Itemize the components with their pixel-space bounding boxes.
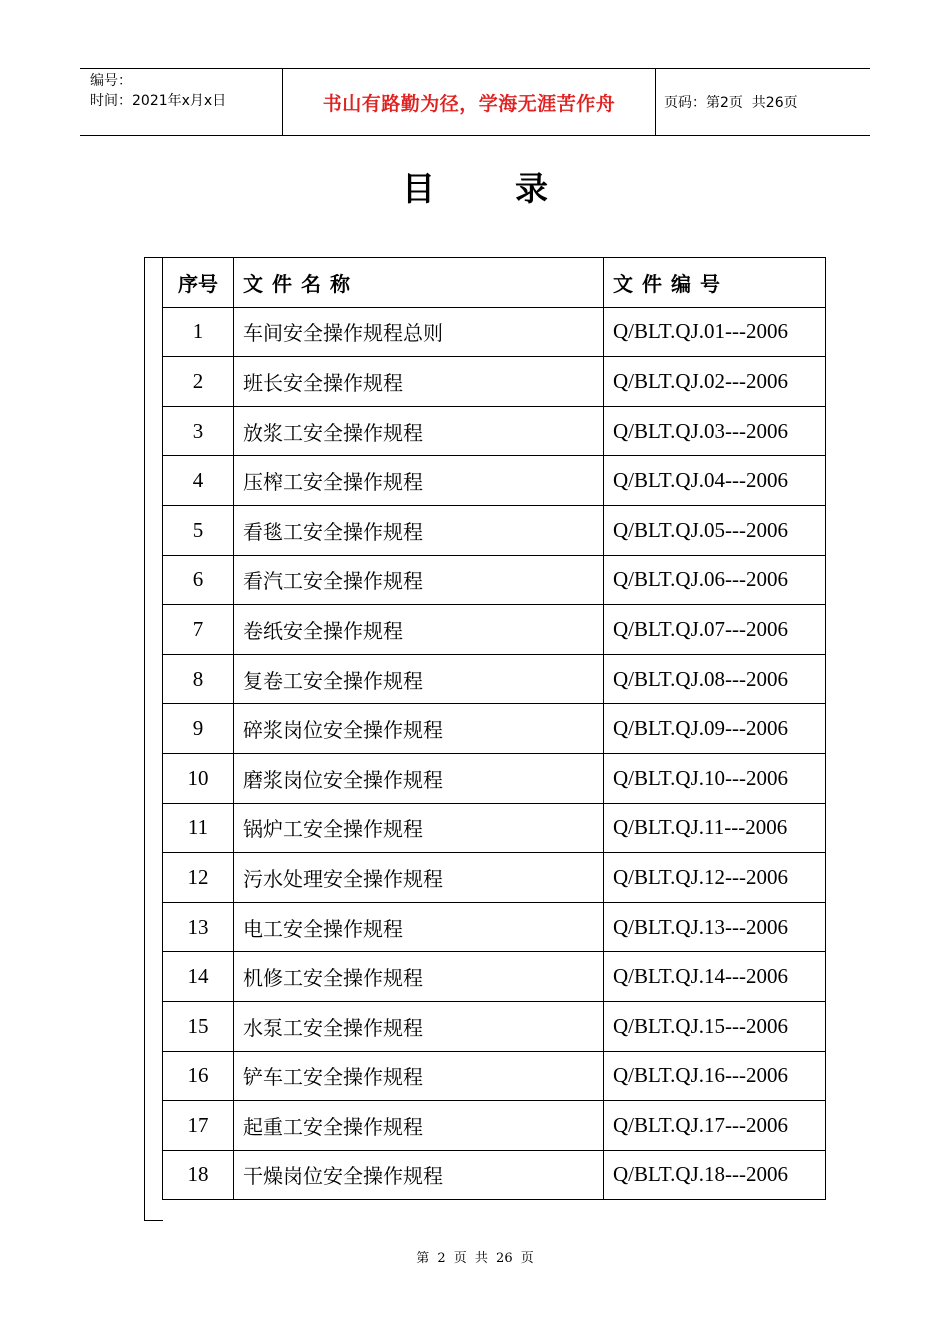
row-seq: 14 [163,952,234,1002]
table-row [163,357,826,407]
row-document-name: 机修工安全操作规程 [234,952,604,1002]
table-row [163,1150,826,1200]
column-header-name: 文件名称 [234,258,604,308]
row-seq: 8 [163,654,234,704]
row-document-code: Q/BLT.QJ.12---2006 [604,853,826,903]
table-row [163,456,826,506]
row-document-name: 锅炉工安全操作规程 [234,803,604,853]
row-document-code: Q/BLT.QJ.14---2006 [604,952,826,1002]
row-document-code: Q/BLT.QJ.05---2006 [604,505,826,555]
row-document-name: 起重工安全操作规程 [234,1101,604,1151]
table-row [163,605,826,655]
toc-table-frame [144,257,825,1221]
row-seq: 13 [163,902,234,952]
row-document-name: 放浆工安全操作规程 [234,406,604,456]
page-title [0,163,950,210]
row-document-code: Q/BLT.QJ.02---2006 [604,357,826,407]
row-document-code: Q/BLT.QJ.08---2006 [604,654,826,704]
row-document-name: 压榨工安全操作规程 [234,456,604,506]
row-document-code: Q/BLT.QJ.03---2006 [604,406,826,456]
row-seq: 3 [163,406,234,456]
row-document-code: Q/BLT.QJ.10---2006 [604,753,826,803]
table-row [163,555,826,605]
header-page-info: 页码：第2页 共26页 [664,95,798,111]
table-row [163,853,826,903]
row-seq: 7 [163,605,234,655]
row-seq: 10 [163,753,234,803]
row-document-name: 班长安全操作规程 [234,357,604,407]
table-row [163,952,826,1002]
table-frame-line [144,257,163,258]
page-footer: 第 2 页 共 26 页 [416,1251,534,1266]
table-row [163,406,826,456]
table-row [163,1001,826,1051]
row-document-code: Q/BLT.QJ.07---2006 [604,605,826,655]
table-frame-line [144,257,145,1221]
row-seq: 9 [163,704,234,754]
row-document-code: Q/BLT.QJ.01---2006 [604,307,826,357]
column-header-code: 文件编号 [604,258,826,308]
table-row [163,753,826,803]
row-seq: 16 [163,1051,234,1101]
title-char: 目 [402,169,435,208]
table-row [163,1051,826,1101]
row-document-code: Q/BLT.QJ.04---2006 [604,456,826,506]
row-seq: 18 [163,1150,234,1200]
row-seq: 5 [163,505,234,555]
row-document-name: 磨浆岗位安全操作规程 [234,753,604,803]
toc-table [162,257,826,1200]
row-document-name: 干燥岗位安全操作规程 [234,1150,604,1200]
header-meta [90,71,226,111]
title-char: 录 [515,169,548,208]
row-document-code: Q/BLT.QJ.17---2006 [604,1101,826,1151]
table-row [163,803,826,853]
row-seq: 2 [163,357,234,407]
row-document-code: Q/BLT.QJ.13---2006 [604,902,826,952]
row-seq: 11 [163,803,234,853]
document-number-label: 编号： [90,73,132,89]
table-frame-line [144,1220,163,1221]
document-time-label: 时间：2021年x月x日 [90,93,227,109]
document-header [80,68,870,136]
row-seq: 17 [163,1101,234,1151]
header-divider [655,69,656,135]
table-row [163,654,826,704]
table-header-row [163,258,826,308]
row-document-name: 复卷工安全操作规程 [234,654,604,704]
table-row [163,902,826,952]
row-document-name: 看汽工安全操作规程 [234,555,604,605]
row-document-name: 铲车工安全操作规程 [234,1051,604,1101]
row-document-name: 看毯工安全操作规程 [234,505,604,555]
row-document-name: 车间安全操作规程总则 [234,307,604,357]
row-document-name: 卷纸安全操作规程 [234,605,604,655]
row-document-name: 水泵工安全操作规程 [234,1001,604,1051]
row-document-code: Q/BLT.QJ.06---2006 [604,555,826,605]
table-row [163,505,826,555]
table-row [163,1101,826,1151]
row-seq: 6 [163,555,234,605]
table-row [163,704,826,754]
row-document-name: 碎浆岗位安全操作规程 [234,704,604,754]
row-document-code: Q/BLT.QJ.15---2006 [604,1001,826,1051]
column-header-seq: 序号 [163,258,234,308]
row-seq: 12 [163,853,234,903]
header-motto: 书山有路勤为径，学海无涯苦作舟 [322,92,616,115]
row-document-code: Q/BLT.QJ.09---2006 [604,704,826,754]
row-document-code: Q/BLT.QJ.11---2006 [604,803,826,853]
row-seq: 4 [163,456,234,506]
row-seq: 15 [163,1001,234,1051]
row-document-name: 电工安全操作规程 [234,902,604,952]
row-seq: 1 [163,307,234,357]
row-document-name: 污水处理安全操作规程 [234,853,604,903]
row-document-code: Q/BLT.QJ.18---2006 [604,1150,826,1200]
table-row [163,307,826,357]
row-document-code: Q/BLT.QJ.16---2006 [604,1051,826,1101]
